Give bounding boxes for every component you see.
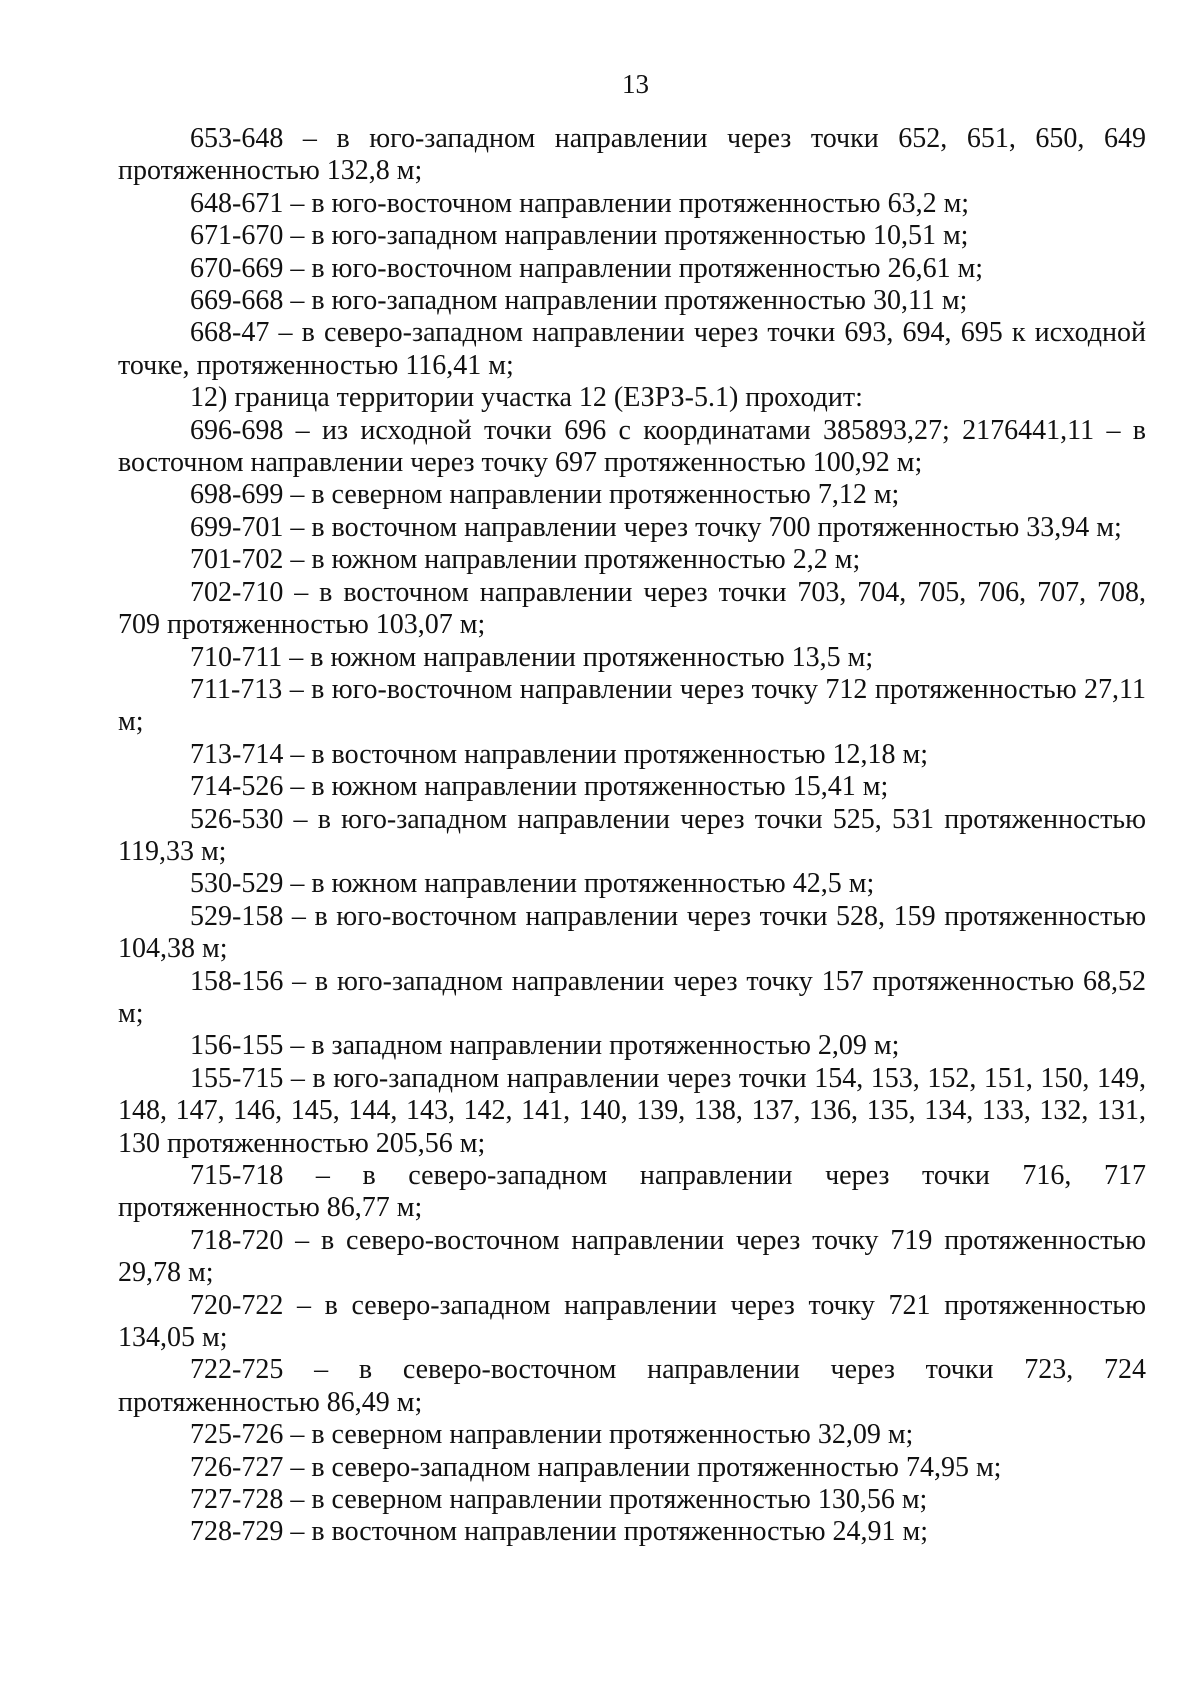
paragraph: 725-726 – в северном направлении протяженностью 32,09 м; [190,1419,914,1451]
paragraph: 698-699 – в северном направлении протяженностью 7,12 м; [190,479,900,511]
paragraph: 668-47 – в северо-западном направлении через точки 693, 694, 695 к исходной точке, протяженностью 116,41 м; [118,317,1146,381]
paragraph: 726-727 – в северо-западном направлении протяженностью 74,95 м; [190,1451,1002,1483]
document-body [118,123,1146,1549]
paragraph: 710-711 – в южном направлении протяженностью 13,5 м; [190,641,874,673]
paragraph: 701-702 – в южном направлении протяженностью 2,2 м; [190,544,861,576]
paragraph: 699-701 – в восточном направлении через точку 700 протяженностью 33,94 м; [190,511,1122,543]
paragraph: 722-725 – в северо-восточном направлении через точки 723, 724 протяженностью 86,49 м; [118,1354,1146,1418]
paragraph: 696-698 – из исходной точки 696 с координатами 385893,27; 2176441,11 – в восточном направлении через точку 697 протяженностью 100,92 м; [118,414,1146,479]
paragraph: 530-529 – в южном направлении протяженностью 42,5 м; [190,868,875,900]
paragraph: 158-156 – в юго-западном направлении через точку 157 протяженностью 68,52 м; [118,965,1146,1029]
paragraph: 715-718 – в северо-западном направлении через точки 716, 717 протяженностью 86,77 м; [118,1160,1146,1224]
page-number: 13 [622,69,649,99]
paragraph: 671-670 – в юго-западном направлении протяженностью 10,51 м; [190,220,969,252]
paragraph: 156-155 – в западном направлении протяженностью 2,09 м; [190,1030,900,1062]
section-heading: 12) граница территории участка 12 (ЕЗРЗ-5.1) проходит: [190,382,863,414]
paragraph: 702-710 – в восточном направлении через точки 703, 704, 705, 706, 707, 708, 709 протяженностью 103,07 м; [118,576,1146,641]
paragraph: 711-713 – в юго-восточном направлении через точку 712 протяженностью 27,11 м; [118,673,1146,738]
paragraph: 714-526 – в южном направлении протяженностью 15,41 м; [190,771,889,803]
paragraph: 713-714 – в восточном направлении протяженностью 12,18 м; [190,738,929,770]
paragraph: 526-530 – в юго-западном направлении через точки 525, 531 протяженностью 119,33 м; [118,803,1146,867]
paragraph: 718-720 – в северо-восточном направлении через точку 719 протяженностью 29,78 м; [118,1224,1146,1289]
paragraph: 728-729 – в восточном направлении протяженностью 24,91 м; [190,1516,929,1548]
paragraph: 529-158 – в юго-восточном направлении через точки 528, 159 протяженностью 104,38 м; [118,900,1146,965]
paragraph: 669-668 – в юго-западном направлении протяженностью 30,11 м; [190,285,968,317]
paragraph: 670-669 – в юго-восточном направлении протяженностью 26,61 м; [190,252,984,284]
paragraph: 155-715 – в юго-западном направлении через точки 154, 153, 152, 151, 150, 149, 148, 147, 146, 145, 144, 143, 142, 141, 140, 139, 138, 137, 136, 135, 134, 133, 132, 131, 130 протяженностью 205,56 м; [118,1062,1146,1159]
paragraph: 720-722 – в северо-западном направлении через точку 721 протяженностью 134,05 м; [118,1289,1146,1354]
paragraph: 727-728 – в северном направлении протяженностью 130,56 м; [190,1484,928,1516]
paragraph: 653-648 – в юго-западном направлении через точки 652, 651, 650, 649 протяженностью 132,8 м; [118,123,1146,187]
paragraph: 648-671 – в юго-восточном направлении протяженностью 63,2 м; [190,187,970,219]
